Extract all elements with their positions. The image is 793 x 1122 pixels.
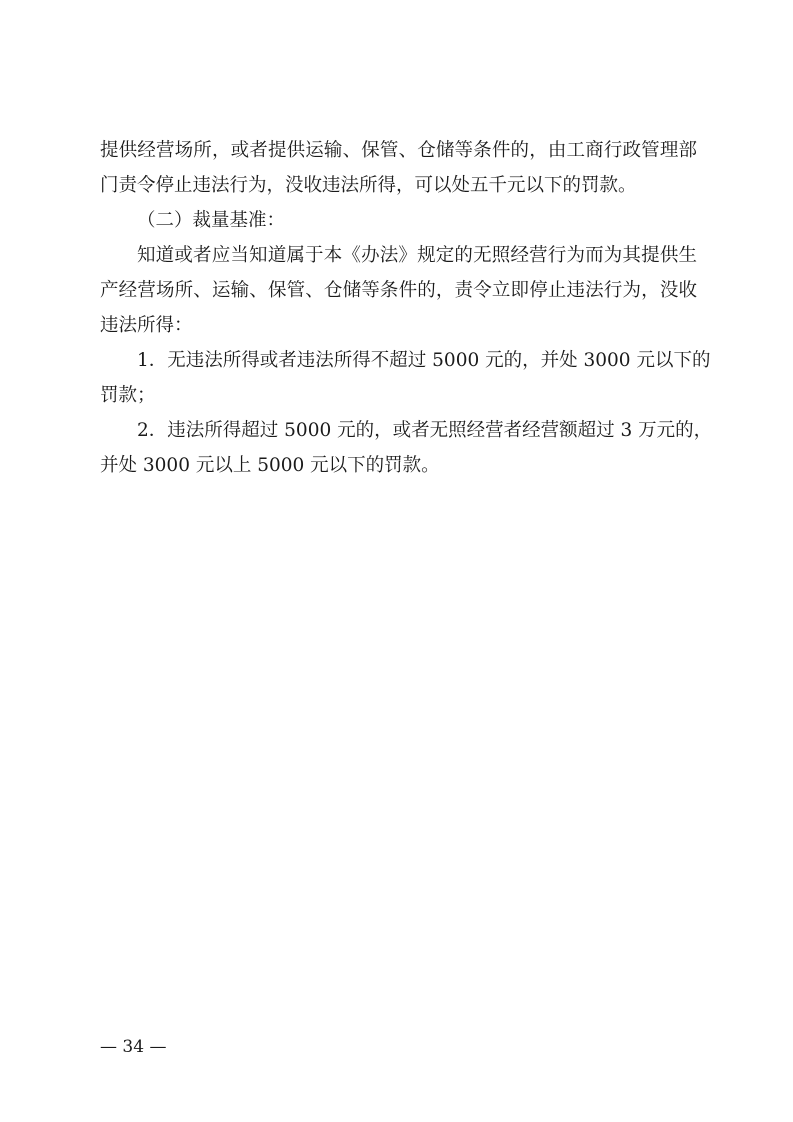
list-item-1 xyxy=(100,343,711,413)
text-line: 知道或者应当知道属于本《办法》规定的无照经营行为而为其提供生 xyxy=(137,245,697,266)
text-line: 门责令停止违法行为，没收违法所得，可以处五千元以下的罚款。 xyxy=(100,175,637,196)
text-line: 提供经营场所，或者提供运输、保管、仓储等条件的，由工商行政管理部 xyxy=(100,140,697,161)
section-heading xyxy=(100,203,697,238)
text-line: 并处 3000 元以上 5000 元以下的罚款。 xyxy=(100,455,440,476)
text-line: 2．违法所得超过 5000 元的，或者无照经营者经营额超过 3 万元的， xyxy=(137,420,713,441)
list-item-2 xyxy=(100,413,713,483)
document-body xyxy=(100,133,713,483)
text-line: 产经营场所、运输、保管、仓储等条件的，责令立即停止违法行为，没收 xyxy=(100,280,697,301)
text-line: （二）裁量基准： xyxy=(137,210,286,231)
text-line: 1．无违法所得或者违法所得不超过 5000 元的，并处 3000 元以下的 xyxy=(137,350,711,371)
page-number: — 34 — xyxy=(100,1037,167,1057)
paragraph-continuation xyxy=(100,133,697,203)
paragraph-standard xyxy=(100,238,697,343)
text-line: 罚款； xyxy=(100,385,156,406)
text-line: 违法所得： xyxy=(100,315,193,336)
